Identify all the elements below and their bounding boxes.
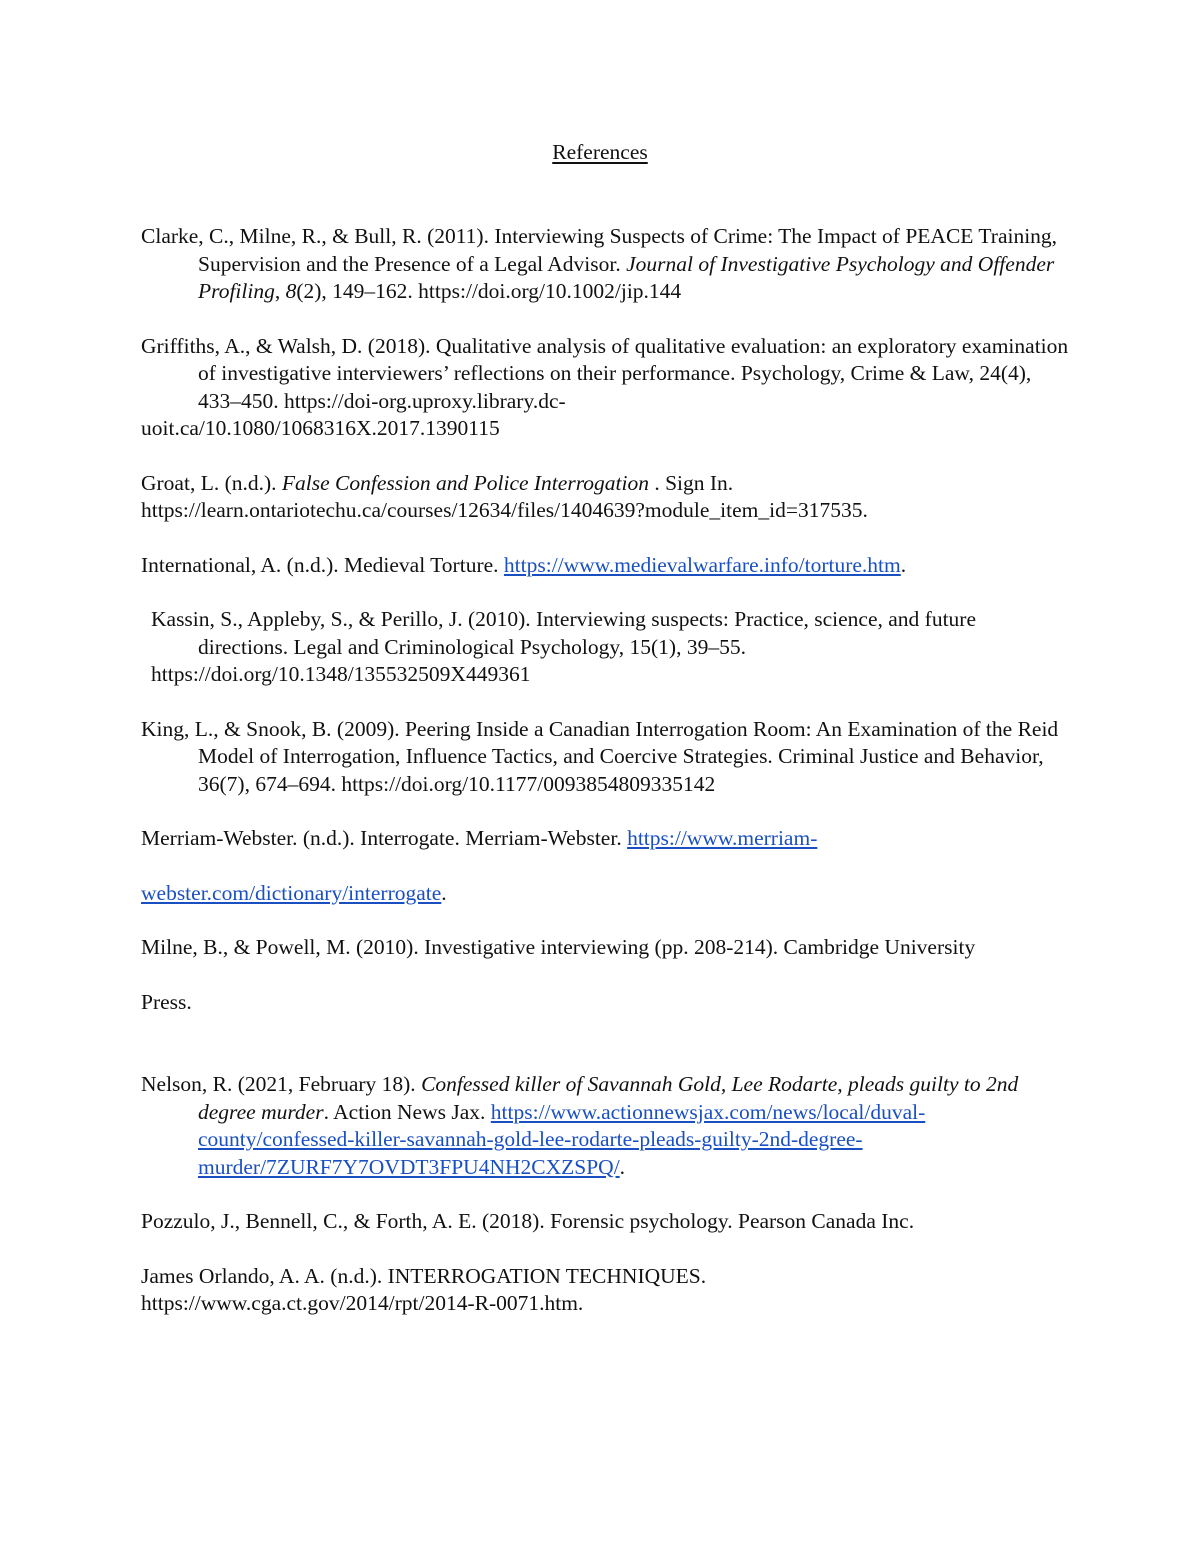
reference-merriam-webster: Merriam-Webster. (n.d.). Interrogate. Merriam-Webster. https://www.merriam-	[141, 826, 818, 850]
reference-groat: Groat, L. (n.d.). False Confession and Police Interrogation . Sign In. https://learn.ontariotechu.ca/courses/12634/files/1404639?module_item_id=317535.	[141, 470, 1071, 525]
reference-milne-cont: Press.	[141, 989, 192, 1014]
reference-international: International, A. (n.d.). Medieval Torture. https://www.medievalwarfare.info/torture.htm.	[141, 552, 907, 577]
reference-url: https://learn.ontariotechu.ca/courses/12634/files/1404639?module_item_id=317535.	[141, 498, 868, 522]
reference-merriam-webster-cont: webster.com/dictionary/interrogate.	[141, 880, 447, 905]
reference-list	[141, 223, 1071, 1318]
page-title: References	[552, 140, 648, 164]
journal-title: Journal of Investigative Psychology and Offender Profiling	[198, 251, 1055, 303]
reference-url: https://doi.org/10.1348/135532509X449361	[151, 662, 531, 686]
reference-king: King, L., & Snook, B. (2009). Peering Inside a Canadian Interrogation Room: An Examination of the Reid Model of Interrogation, Influence Tactics, and Coercive Strategies. Criminal Justice and Behavior, 36(7), 674–694. https://doi.org/10.1177/0093854809335142	[141, 716, 1059, 796]
article-title: Confessed killer of Savannah Gold, Lee Rodarte, pleads guilty to 2nd degree murder	[198, 1072, 1019, 1124]
reference-orlando: James Orlando, A. A. (n.d.). INTERROGATION TECHNIQUES. https://www.cga.ct.gov/2014/rpt/2014-R-0071.htm.	[141, 1263, 1071, 1318]
work-title: False Confession and Police Interrogation	[281, 470, 655, 495]
reference-link[interactable]: webster.com/dictionary/interrogate	[141, 880, 442, 905]
reference-griffiths: Griffiths, A., & Walsh, D. (2018). Qualitative analysis of qualitative evaluation: an exploratory examination of investigative interviewers’ reflections on their performance. Psychology, Crime & Law, 24(4), 433–450. https://doi-org.uproxy.library.dc- uoit.ca/10.1080/1068316X.2017.1390115	[141, 333, 1069, 440]
reference-pozzulo: Pozzulo, J., Bennell, C., & Forth, A. E. (2018). Forensic psychology. Pearson Canada Inc.	[141, 1209, 915, 1233]
reference-kassin: Kassin, S., Appleby, S., & Perillo, J. (2010). Interviewing suspects: Practice, science, and future directions. Legal and Criminological Psychology, 15(1), 39–55. https://doi.org/10.1348/135532509X449361	[141, 606, 1071, 689]
volume: 8	[285, 279, 297, 303]
reference-nelson: Nelson, R. (2021, February 18). Confessed killer of Savannah Gold, Lee Rodarte, pleads guilty to 2nd degree murder. Action News Jax. https://www.actionnewsjax.com/news/local/duval-county/confessed-killer-savannah-gold-lee-rodarte-pleads-guilty-2nd-degree-murder/7ZURF7Y7OVDT3FPU4NH2CXZSPQ/.	[141, 1072, 1019, 1179]
reference-milne: Milne, B., & Powell, M. (2010). Investigative interviewing (pp. 208-214). Cambridge University	[141, 935, 976, 959]
reference-clarke: Clarke, C., Milne, R., & Bull, R. (2011). Interviewing Suspects of Crime: The Impact of PEACE Training, Supervision and the Presence of a Legal Advisor. Journal of Investigative Psychology and Offender Profiling, 8(2), 149–162. https://doi.org/10.1002/jip.144	[141, 224, 1058, 303]
reference-link[interactable]: https://www.actionnewsjax.com/news/local/duval-county/confessed-killer-savannah-gold-lee-rodarte-pleads-guilty-2nd-degree-murder/7ZURF7Y7OVDT3FPU4NH2CXZSPQ/	[198, 1099, 926, 1179]
reference-link[interactable]: https://www.merriam-	[627, 826, 818, 850]
reference-link[interactable]: https://www.medievalwarfare.info/torture.htm	[503, 552, 901, 577]
reference-url: https://www.cga.ct.gov/2014/rpt/2014-R-0071.htm.	[141, 1291, 584, 1315]
